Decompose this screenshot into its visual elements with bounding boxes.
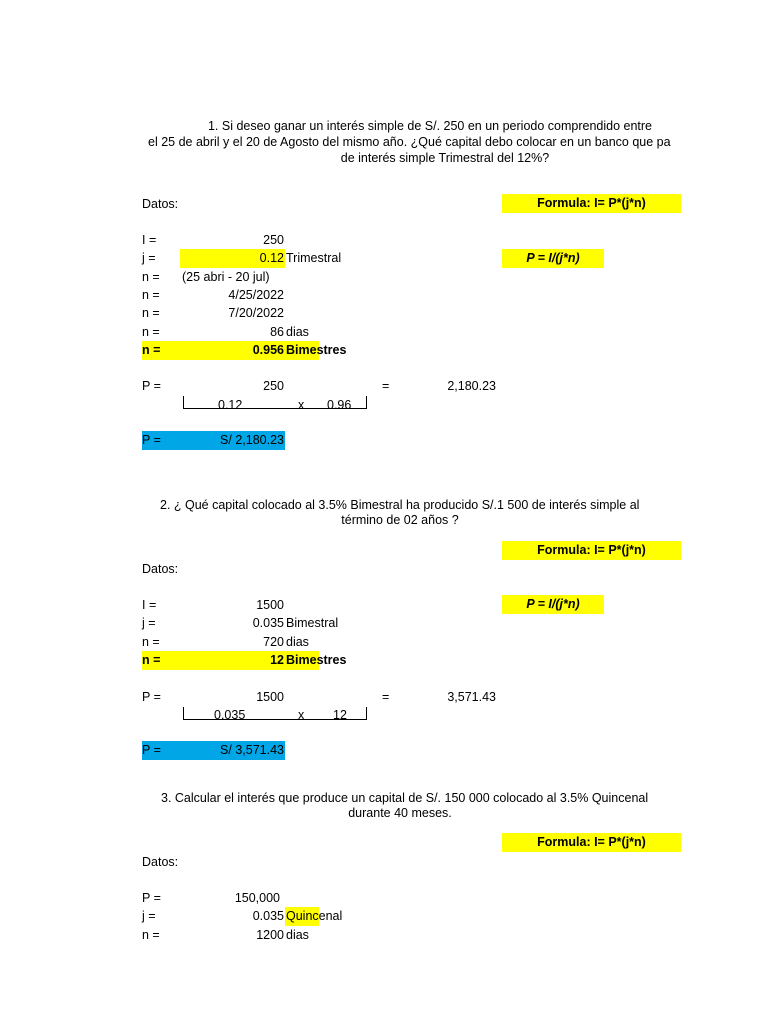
p3-datos-label: Datos: [142,855,179,869]
p1-row-label: n = [142,325,160,339]
p1-row-value: 86 [270,325,284,339]
p1-question-line3: de interés simple Trimestral del 12%? [340,151,550,165]
p1-final-label: P = [142,433,161,447]
p2-calc-times: x [298,708,305,722]
p3-row-label: n = [142,928,160,942]
p3-row-label: P = [142,891,161,905]
p3-formula-box: Formula: I= P*(j*n) [502,833,681,852]
p1-row-label: I = [142,233,157,247]
p1-row-value: 0.956 [252,343,284,357]
p2-calc-d1: 0.035 [214,708,246,722]
p2-row-label: n = [142,653,161,667]
p2-row-value: 1500 [256,598,284,612]
p1-formula-box: Formula: I= P*(j*n) [502,194,681,213]
p1-row-label: n = [142,270,160,284]
p3-row-unit: Quincenal [286,909,343,923]
p2-calc-equals: = [382,690,390,704]
p3-question-line2: durante 40 meses. [348,806,452,820]
p1-calc-numerator: 250 [263,379,284,393]
p1-row-label: j = [142,251,156,265]
p2-datos-label: Datos: [142,562,179,576]
p1-calc-d1: 0.12 [218,398,243,412]
p2-row-value: 0.035 [252,616,284,630]
p3-row-value: 150,000 [234,891,280,905]
p1-row-unit: dias [286,325,309,339]
p1-calc-d2: 0.96 [327,398,352,412]
p2-calc-result: 3,571.43 [447,690,496,704]
p2-calc-numerator: 1500 [256,690,284,704]
p2-question-line1: 2. ¿ Qué capital colocado al 3.5% Bimestral ha producido S/.1 500 de interés simple al [160,498,640,512]
p1-question-line1: 1. Si deseo ganar un interés simple de S/. 250 en un periodo comprendido entre [207,119,653,133]
p2-row-unit: Bimestral [286,616,339,630]
p1-row-value: 250 [263,233,284,247]
p1-final-value: S/ 2,180.23 [220,433,284,447]
p1-question-line2: el 25 de abril y el 20 de Agosto del mismo año. ¿Qué capital debo colocar en un banco que pa [148,135,671,149]
p2-final-label: P = [142,743,161,757]
p1-row-value: 4/25/2022 [228,288,284,302]
p3-row-label: j = [142,909,156,923]
p2-calc-label: P = [142,690,161,704]
p2-row-value: 12 [270,653,284,667]
p1-row-unit: Trimestral [286,251,342,265]
p2-row-label: I = [142,598,157,612]
p3-row-value: 0.035 [252,909,284,923]
p1-calc-label: P = [142,379,161,393]
p3-question-line1: 3. Calcular el interés que produce un capital de S/. 150 000 colocado al 3.5% Quincenal [161,791,649,805]
p1-calc-times: x [298,398,305,412]
p1-row-label: n = [142,343,161,357]
p1-calc-equals: = [382,379,390,393]
p1-row-unit: Bimestres [286,343,347,357]
p3-row-unit: dias [286,928,309,942]
p2-row-unit: dias [286,635,309,649]
p2-calc-d2: 12 [333,708,347,722]
p2-row-unit: Bimestres [286,653,347,667]
p1-datos-label: Datos: [142,197,179,211]
p2-row-value: 720 [263,635,284,649]
p1-row-label: n = [142,288,160,302]
p3-row-value: 1200 [256,928,284,942]
p1-calc-result: 2,180.23 [447,379,496,393]
p2-row-label: n = [142,635,160,649]
p1-formula-p-box: P = I/(j*n) [502,249,604,268]
p1-row-value: 7/20/2022 [228,306,284,320]
p1-row-label: n = [142,306,160,320]
p2-final-value: S/ 3,571.43 [220,743,284,757]
p1-row-value: (25 abri - 20 jul) [182,270,270,284]
p2-row-label: j = [142,616,156,630]
p1-row-value: 0.12 [259,251,284,265]
p2-formula-p-box: P = I/(j*n) [502,595,604,614]
p2-question-line2: término de 02 años ? [341,513,459,527]
p2-formula-box: Formula: I= P*(j*n) [502,541,681,560]
